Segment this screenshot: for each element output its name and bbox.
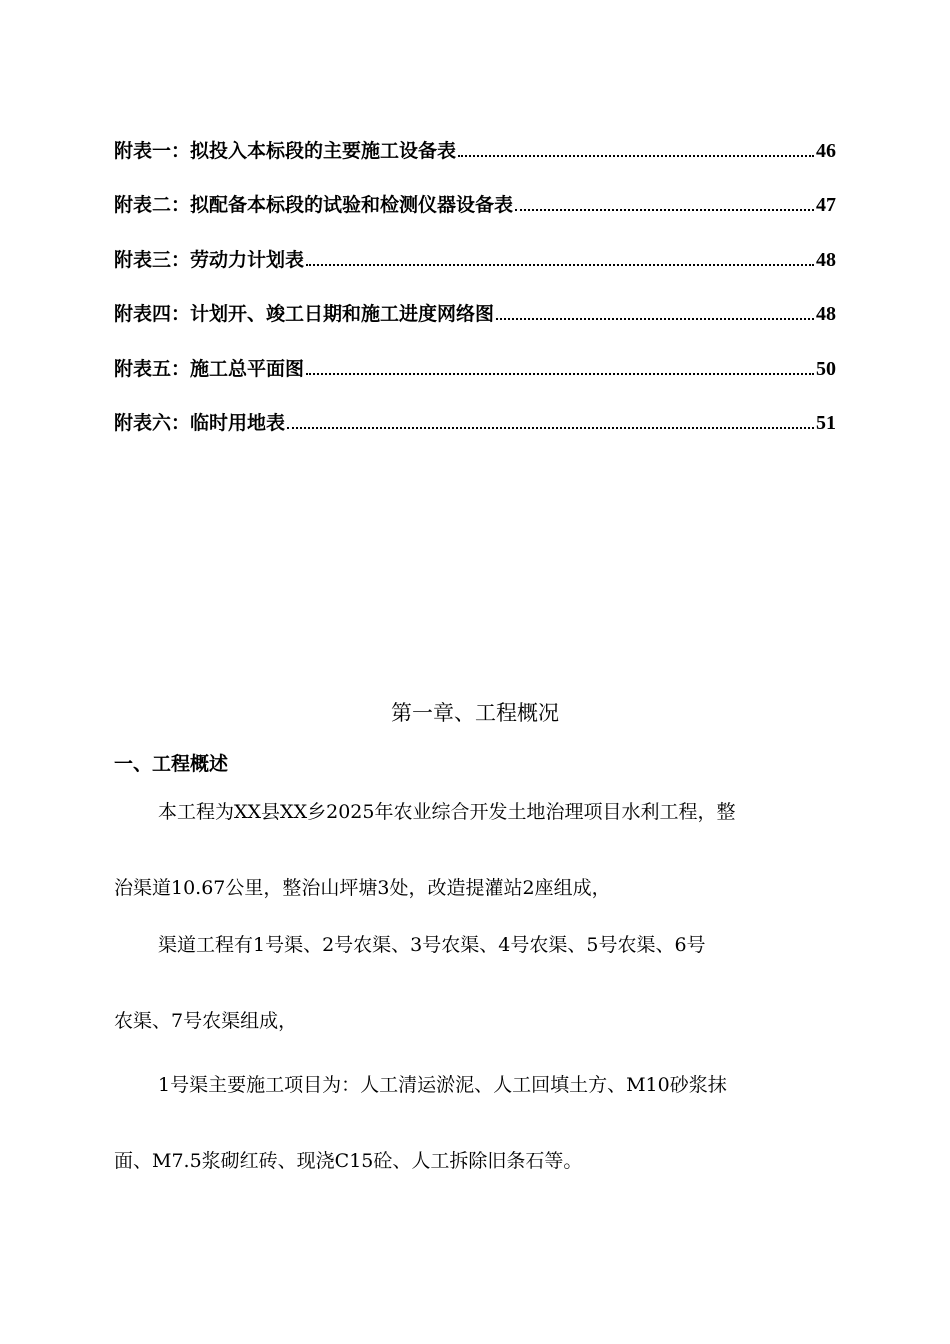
- toc-entry-label: 附表三：劳动力计划表: [114, 248, 305, 271]
- paragraph-line: 农渠、7号农渠组成，: [114, 1010, 298, 1032]
- section-heading: 一、工程概述: [114, 753, 229, 775]
- paragraph-line: 面、M7.5浆砌红砖、现浇C15砼、人工拆除旧条石等。: [114, 1150, 583, 1172]
- toc-entry[interactable]: [114, 408, 836, 462]
- body-paragraph: [114, 930, 838, 1082]
- toc-leader-dots: [515, 208, 814, 211]
- toc-entry-page: 48: [816, 248, 836, 271]
- paragraph-line: 1号渠主要施工项目为：人工清运淤泥、人工回填土方、M10砂浆抹: [158, 1074, 727, 1096]
- table-of-contents: [114, 136, 836, 462]
- toc-entry-page: 46: [816, 140, 836, 162]
- chapter-title: 第一章、工程概况: [391, 701, 559, 725]
- toc-entry[interactable]: [114, 245, 836, 299]
- toc-entry-page: 51: [816, 411, 836, 434]
- toc-entry-label: 附表二：拟配备本标段的试验和检测仪器设备表: [114, 194, 514, 217]
- paragraph-line: 治渠道10.67公里，整治山坪塘3处，改造提灌站2座组成，: [114, 877, 611, 899]
- toc-entry-page: 47: [816, 194, 836, 217]
- toc-entry-page: 50: [816, 357, 836, 380]
- toc-entry-label: 附表五：施工总平面图: [114, 357, 305, 380]
- toc-leader-dots: [287, 426, 814, 429]
- paragraph-line: 渠道工程有1号渠、2号农渠、3号农渠、4号农渠、5号农渠、6号: [158, 934, 706, 956]
- toc-entry-label: 附表四：计划开、竣工日期和施工进度网络图: [114, 303, 495, 326]
- toc-leader-dots: [306, 372, 814, 375]
- toc-entry[interactable]: [114, 354, 836, 408]
- body-paragraph: [114, 1070, 838, 1222]
- paragraph-line: 本工程为XX县XX乡2025年农业综合开发土地治理项目水利工程，整: [158, 801, 736, 823]
- toc-leader-dots: [306, 263, 814, 266]
- body-paragraph: [114, 797, 838, 949]
- toc-entry[interactable]: [114, 136, 836, 190]
- toc-entry[interactable]: [114, 299, 836, 353]
- toc-entry[interactable]: [114, 190, 836, 244]
- toc-leader-dots: [496, 317, 814, 320]
- toc-entry-page: 48: [816, 303, 836, 326]
- toc-entry-label: 附表一：拟投入本标段的主要施工设备表: [114, 140, 457, 162]
- toc-entry-label: 附表六：临时用地表: [114, 411, 286, 434]
- toc-leader-dots: [458, 154, 814, 157]
